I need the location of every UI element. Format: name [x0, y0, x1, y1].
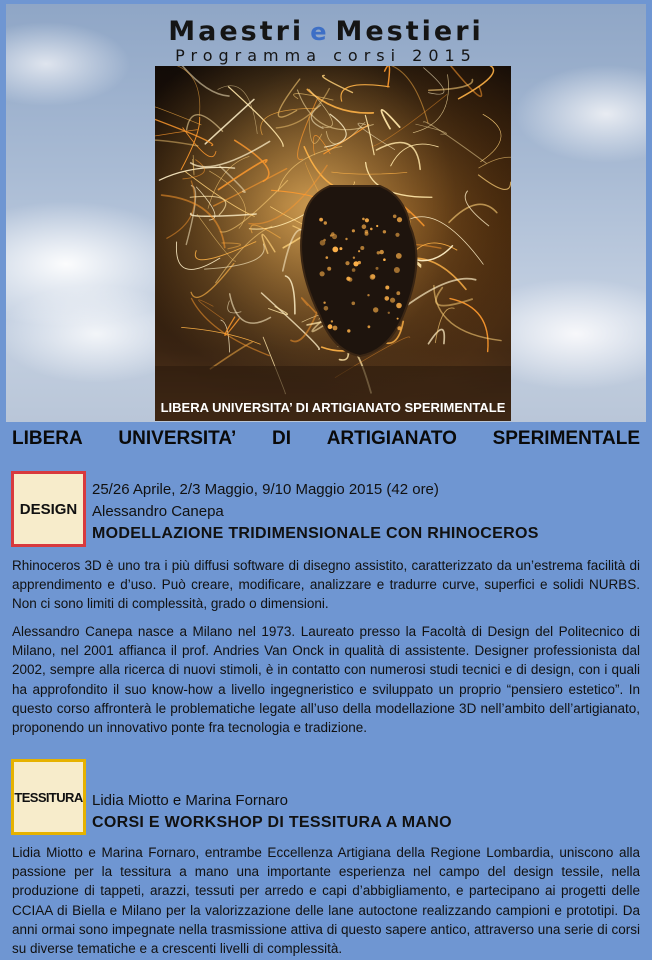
- vase-glow-dot: [380, 250, 384, 254]
- vase-glow-dot: [396, 291, 400, 295]
- vase-glow-dot: [385, 296, 390, 301]
- vase-glow-dot: [360, 246, 364, 250]
- vase-glow-dot: [332, 247, 338, 253]
- vase-glow-dot: [365, 230, 369, 234]
- university-heading: [12, 428, 640, 450]
- vase-glow-dot: [319, 218, 323, 222]
- vase-glow-dot: [320, 271, 325, 276]
- vase-glow-dot: [367, 294, 369, 296]
- vase-glow-dot: [320, 240, 326, 246]
- vase-glow-dot: [377, 251, 380, 254]
- vase-glow-dot: [390, 298, 395, 303]
- tessitura-course-title: CORSI E WORKSHOP DI TESSITURA A MANO: [92, 814, 452, 831]
- tessitura-teacher: Lidia Miotto e Marina Fornaro: [92, 792, 288, 809]
- vase-glow-dot: [395, 233, 399, 237]
- heading-word: UNIVERSITA’: [118, 428, 237, 449]
- tessitura-description: Lidia Miotto e Marina Fornaro, entrambe Eccellenza Artigiana della Regione Lombardia, uniscono alla passione per la tessitura a mano una importante esperienza nel campo del design tessile, nella produzione di tappeti, arazzi, tessuti per arredo e capi d’abbigliamento, e partecipano ai progetti delle CCIAA di Biella e Milano per la valorizzazione delle lane autoctone realizzando campioni e prototipi. Da anni ormai sono impegnate nella trasmissione attiva di questo sapere antico, attraverso una serie di corsi su diverse tematiche e a crescenti livelli di complessità.: [12, 845, 640, 957]
- vase-glow-dot: [393, 215, 397, 219]
- heading-word: SPERIMENTALE: [492, 428, 640, 449]
- vase-glow-dot: [326, 256, 329, 259]
- vase-glow-dot: [358, 250, 360, 252]
- vase-glow-dot: [331, 232, 334, 235]
- vase-glow-dot: [345, 261, 349, 265]
- design-teacher-bio: Alessandro Canepa nasce a Milano nel 1973. Laureato presso la Facoltà di Design del Politecnico di Milano, nel 2001 affianca il prof. Andries Van Onck in qualità di assistente. Designer professionista dal 2002, sempre alla ricerca di nuovi stimoli, è in contatto con numerosi studi tecnici e di design, con i quali ha approfondito il suo know-how a livello ingegneristico e sviluppato un proprio “pensiero estetico”. In questo corso affronterà le problematiche legate all’uso della modellazione 3D nell’ambito dell’artigianato, proponendo un innovativo ponte fra tecnologia e tradizione.: [12, 624, 640, 736]
- vase-glow-dot: [352, 302, 356, 306]
- design-dates: 25/26 Aprile, 2/3 Maggio, 9/10 Maggio 2015 (42 ore): [92, 481, 439, 498]
- vase-glow-dot: [385, 286, 389, 290]
- tessitura-badge: TESSITURA: [11, 759, 86, 835]
- hero-banner: [6, 4, 646, 422]
- vase-glow-dot: [376, 267, 379, 270]
- vase-glow-dot: [358, 261, 361, 264]
- vase-glow-dot: [333, 326, 338, 331]
- vase-glow-dot: [388, 312, 390, 314]
- design-course-title: MODELLAZIONE TRIDIMENSIONALE CON RHINOCEROS: [92, 525, 539, 542]
- heading-word: LIBERA: [12, 428, 83, 449]
- vase-glow-dot: [352, 229, 355, 232]
- photo-caption: LIBERA UNIVERSITA’ DI ARTIGIANATO SPERIMENTALE: [160, 400, 506, 415]
- heading-word: DI: [272, 428, 291, 449]
- vase-glow-dot: [331, 320, 333, 322]
- poster-title-right: Mestieri: [335, 16, 484, 47]
- vase-glow-dot: [365, 218, 369, 222]
- vase-glow-dot: [397, 326, 401, 330]
- vase-glow-dot: [370, 228, 373, 231]
- vase-glow-dot: [324, 221, 327, 224]
- heading-word: ARTIGIANATO: [326, 428, 457, 449]
- vase-glow-dot: [397, 217, 402, 222]
- vase-glow-dot: [397, 318, 399, 320]
- vase-glow-dot: [347, 329, 350, 332]
- poster-title-left: Maestri: [168, 16, 305, 47]
- vase-glow-dot: [353, 257, 355, 259]
- vase-glow-dot: [376, 225, 378, 227]
- vase-glow-dot: [348, 277, 352, 281]
- vase-glow-dot: [383, 258, 386, 261]
- vase-glow-dot: [383, 230, 386, 233]
- vase-glow-dot: [324, 306, 329, 311]
- vase-glow-dot: [394, 267, 400, 273]
- vase-glow-dot: [328, 324, 333, 329]
- fire-vase-photo: [155, 66, 511, 421]
- poster-title: [6, 16, 646, 47]
- vase-glow-dot: [362, 224, 367, 229]
- vase-glow-dot: [371, 274, 375, 278]
- poster-title-e: e: [310, 18, 330, 46]
- vase-glow-dot: [339, 247, 342, 250]
- vase-glow-dot: [368, 325, 371, 328]
- vase-glow-dot: [362, 218, 365, 221]
- design-badge: DESIGN: [11, 471, 86, 547]
- vase-glow-dot: [373, 307, 378, 312]
- poster-subtitle: Programma corsi 2015: [175, 46, 477, 65]
- sparks-illustration: [155, 66, 511, 421]
- vase-glow-dot: [327, 267, 331, 271]
- design-description: Rhinoceros 3D è uno tra i più diffusi software di disegno assistito, caratterizzato da un’estrema facilità di apprendimento e d’uso. Può creare, modificare, analizzare e tradurre curve, superfici e solidi NURBS. Non ci sono limiti di complessità, grado o dimensioni.: [12, 558, 640, 612]
- vase-glow-dot: [345, 238, 347, 240]
- vase-glow-dot: [396, 303, 402, 309]
- vase-glow-dot: [323, 302, 325, 304]
- vase-glow-dot: [396, 253, 402, 259]
- design-teacher: Alessandro Canepa: [92, 503, 224, 520]
- vase-glow-dot: [352, 268, 356, 272]
